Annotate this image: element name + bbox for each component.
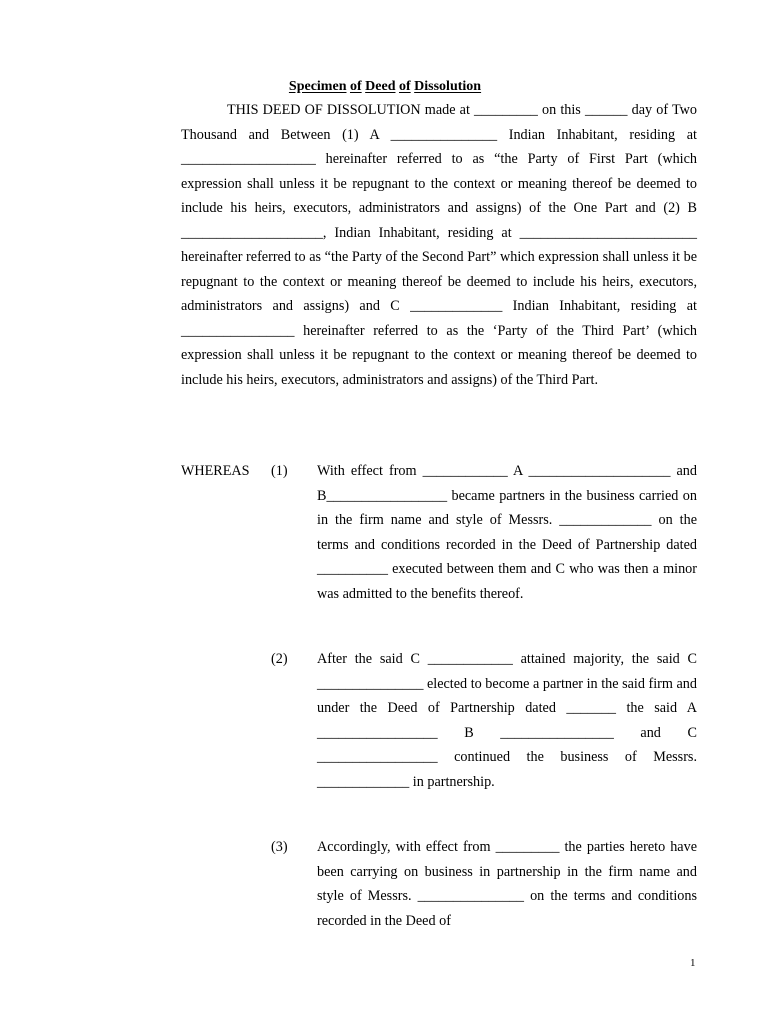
clause-3-text: Accordingly, with effect from _________ the parties hereto have been carrying on business in partnership in the firm name and style of Messrs. _______________ on the terms and conditions recorded in the Deed of	[317, 839, 697, 929]
title-word-of-2: of	[398, 79, 411, 94]
intro-paragraph-block	[181, 98, 697, 392]
clause-2-text: After the said C ____________ attained majority, the said C _______________ elected to become a partner in the said firm and under the Deed of Partnership dated _______ the said A _________________ B ________________ and C _________________ continued the business of Messrs. _____________ in partnership.	[317, 651, 697, 790]
clause-2-number: (2)	[271, 651, 288, 667]
clause-1-text: With effect from ____________ A ____________________ and B_________________ became partners in the business carried on in the firm name and style of Messrs. _____________ on the terms and conditions recorded in the Deed of Partnership dated __________ executed between them and C who was then a minor was admitted to the benefits thereof.	[317, 463, 697, 602]
clause-3-number: (3)	[271, 839, 288, 855]
page-number: 1	[690, 957, 696, 969]
title-word-of-1: of	[349, 79, 362, 94]
title-word-dissolution: Dissolution	[414, 79, 482, 94]
clause-1-number: (1)	[271, 463, 288, 479]
intro-paragraph: THIS DEED OF DISSOLUTION made at _________ on this ______ day of Two Thousand and Between (1) A _______________ Indian Inhabitant, residing at ___________________ hereinafter referred to as “the Party of First Part (which expression shall unless it be repugnant to the context or meaning thereof be deemed to include his heirs, executors, administrators and assigns) of the One Part and (2) B ____________________, Indian Inhabitant, residing at _________________________ hereinafter referred to as “the Party of the Second Part” which expression shall unless it be repugnant to the context or meaning thereof be deemed to include his heirs, executors, administrators and assigns) and C _____________ Indian Inhabitant, residing at ________________ hereinafter referred to as the ‘Party of the Third Part’ (which expression shall unless it be repugnant to the context or meaning thereof be deemed to include his heirs, executors, administrators and assigns) of the Third Part.	[181, 102, 697, 388]
whereas-label: WHEREAS	[181, 463, 250, 479]
title-word-deed: Deed	[365, 79, 396, 94]
document-title	[0, 79, 770, 95]
title-word-specimen: Specimen	[288, 79, 347, 94]
